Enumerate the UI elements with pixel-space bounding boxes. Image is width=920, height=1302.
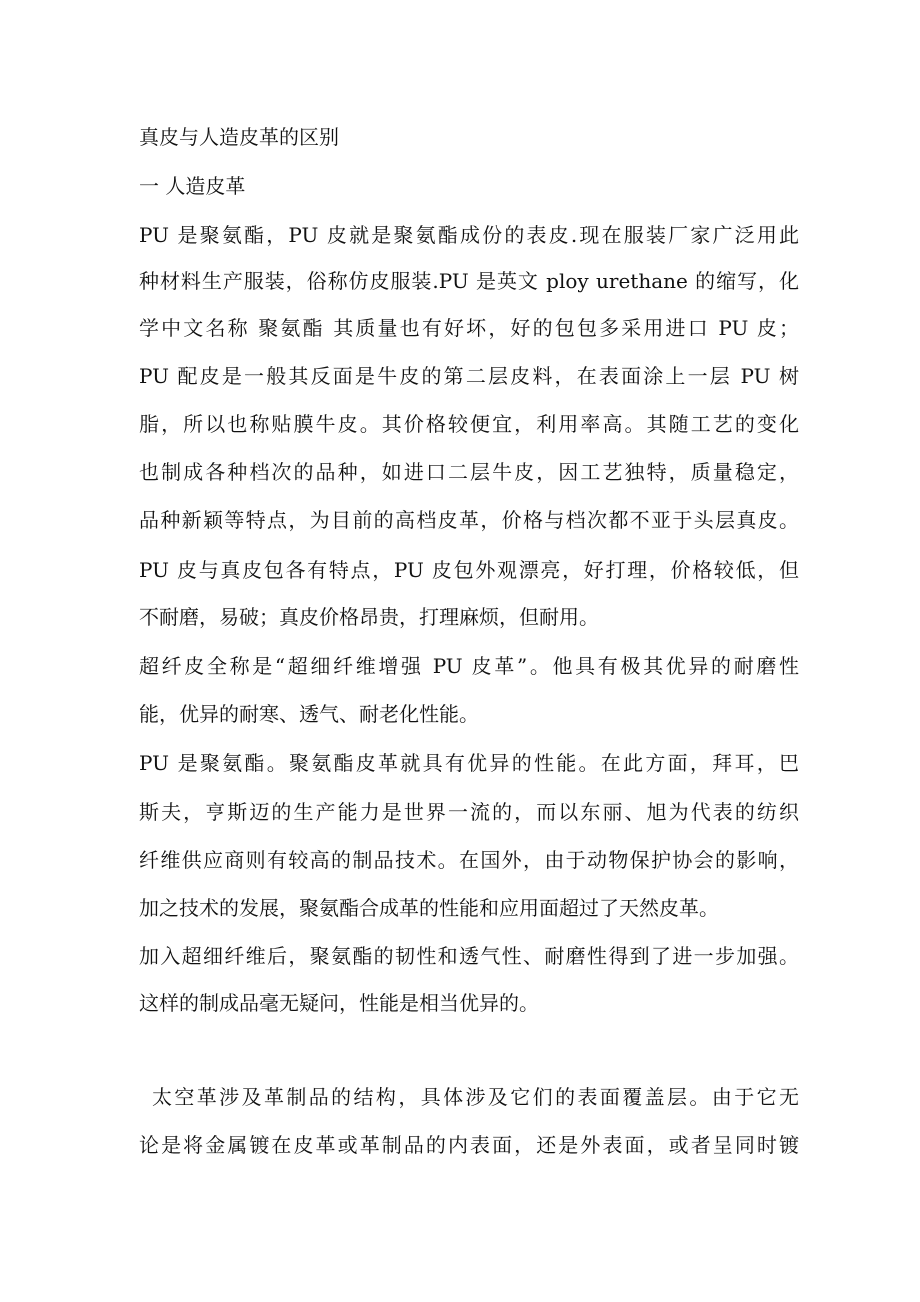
paragraph-line: PU 配皮是一般其反面是牛皮的第二层皮料，在表面涂上一层 PU 树 <box>139 364 799 388</box>
document-title: 真皮与人造皮革的区别 <box>139 125 339 149</box>
paragraph-line: 这样的制成品毫无疑问，性能是相当优异的。 <box>139 991 539 1015</box>
paragraph-line: 加入超细纤维后，聚氨酯的韧性和透气性、耐磨性得到了进一步加强。 <box>139 944 799 968</box>
paragraph-line: PU 是聚氨酯，PU 皮就是聚氨酯成份的表皮.现在服装厂家广泛用此 <box>139 223 799 247</box>
paragraph-line: 也制成各种档次的品种，如进口二层牛皮，因工艺独特，质量稳定， <box>139 460 799 484</box>
paragraph-line: PU 是聚氨酯。聚氨酯皮革就具有优异的性能。在此方面，拜耳，巴 <box>139 751 799 775</box>
paragraph-line: 太空革涉及革制品的结构，具体涉及它们的表面覆盖层。由于它无 <box>152 1085 799 1109</box>
section-heading: 一 人造皮革 <box>139 174 246 198</box>
paragraph-line: 斯夫，亨斯迈的生产能力是世界一流的，而以东丽、旭为代表的纺织 <box>139 800 799 824</box>
paragraph-line: 品种新颖等特点，为目前的高档皮革，价格与档次都不亚于头层真皮。 <box>139 508 799 532</box>
paragraph-line: 学中文名称 聚氨酯 其质量也有好坏，好的包包多采用进口 PU 皮； <box>139 316 799 340</box>
paragraph-line: 超纤皮全称是“超细纤维增强 PU 皮革”。他具有极其优异的耐磨性 <box>139 654 799 678</box>
paragraph-line: 纤维供应商则有较高的制品技术。在国外，由于动物保护协会的影响， <box>139 848 799 872</box>
paragraph-line: 加之技术的发展，聚氨酯合成革的性能和应用面超过了天然皮革。 <box>139 896 719 920</box>
paragraph-line: 能，优异的耐寒、透气、耐老化性能。 <box>139 702 479 726</box>
paragraph-line: 种材料生产服装，俗称仿皮服装.PU 是英文 ploy urethane 的缩写，化 <box>139 269 799 293</box>
paragraph-line: 脂，所以也称贴膜牛皮。其价格较便宜，利用率高。其随工艺的变化 <box>139 412 799 436</box>
paragraph-line: PU 皮与真皮包各有特点，PU 皮包外观漂亮，好打理，价格较低，但 <box>139 558 799 582</box>
paragraph-line: 论是将金属镀在皮革或革制品的内表面，还是外表面，或者呈同时镀 <box>139 1133 799 1157</box>
paragraph-line: 不耐磨，易破；真皮价格昂贵，打理麻烦，但耐用。 <box>139 605 599 629</box>
